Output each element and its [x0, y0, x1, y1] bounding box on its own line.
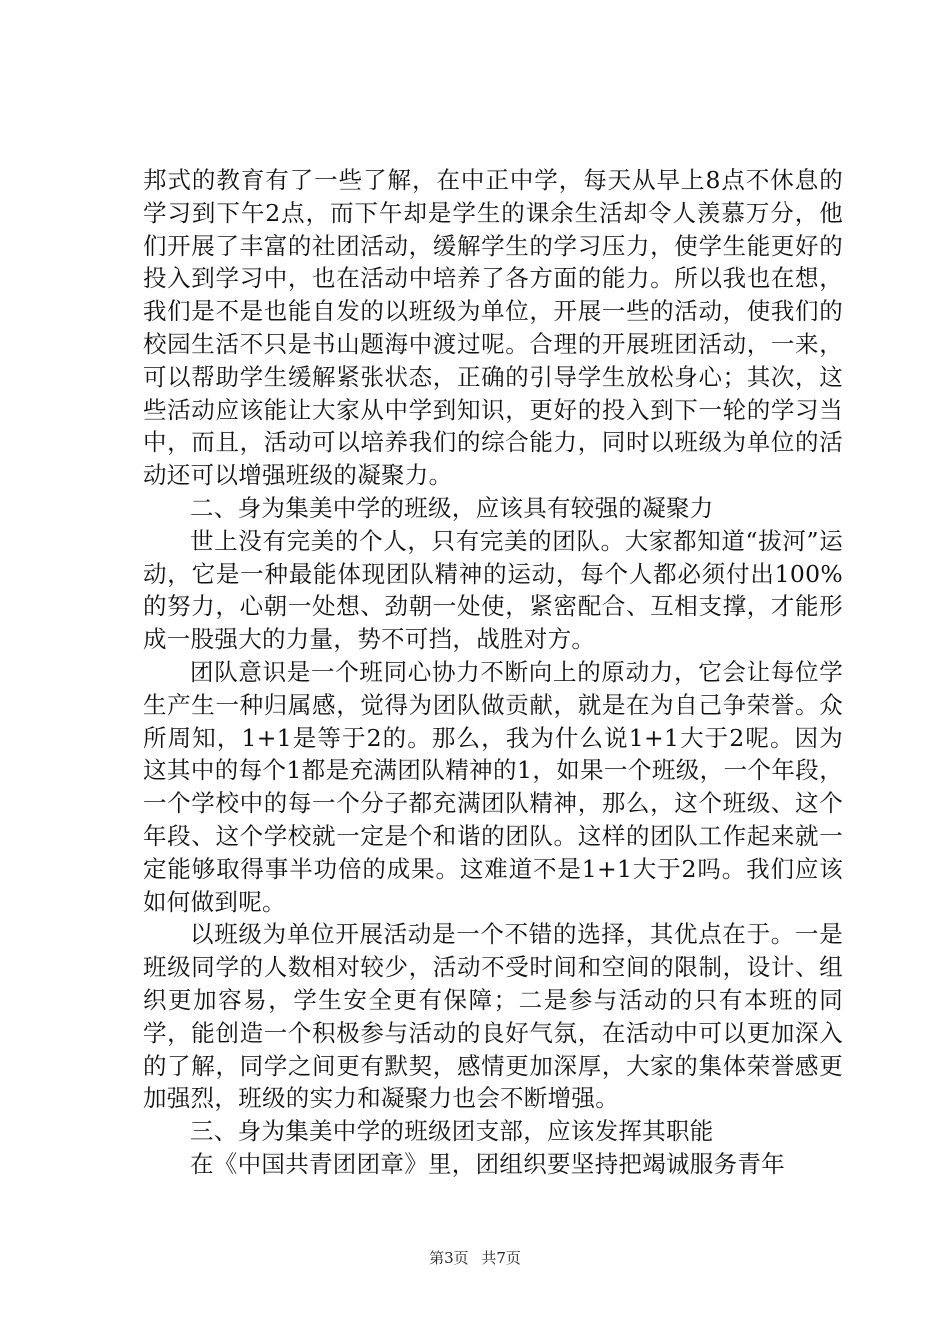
section-heading-2: 二、身为集美中学的班级，应该具有较强的凝聚力 [190, 493, 714, 522]
document-body [143, 164, 843, 1181]
page-number: 第3页 [429, 1249, 469, 1267]
page-total: 共7页 [481, 1249, 521, 1267]
paragraph-tug-of-war: 世上没有完美的个人，只有完美的团队。大家都知道“拔河”运动，它是一种最能体现团队精神的运动，每个人都必须付出100%的努力，心朝一处想、劲朝一处使，紧密配合、互相支撑，才能形成一股强大的力量，势不可挡，战胜对方。 [143, 526, 843, 654]
paragraph-league-charter: 在《中国共青团团章》里，团组织要坚持把竭诚服务青年 [190, 1149, 785, 1178]
paragraph-team-spirit: 团队意识是一个班同心协力不断向上的原动力，它会让每位学生产生一种归属感，觉得为团队做贡献，就是在为自己争荣誉。众所周知，1+1是等于2的。那么，我为什么说1+1大于2呢。因为这其中的每个1都是充满团队精神的1，如果一个班级，一个年段，一个学校中的每一个分子都充满团队精神，那么，这个班级、这个年段、这个学校就一定是个和谐的团队。这样的团队工作起来就一定能够取得事半功倍的成果。这难道不是1+1大于2吗。我们应该如何做到呢。 [143, 657, 843, 916]
page-footer [0, 1248, 950, 1268]
section-heading-3: 三、身为集美中学的班级团支部，应该发挥其职能 [190, 1117, 714, 1146]
paragraph-continuation: 邦式的教育有了一些了解，在中正中学，每天从早上8点不休息的学习到下午2点，而下午却是学生的课余生活却令人羡慕万分，他们开展了丰富的社团活动，缓解学生的学习压力，使学生能更好的投入到学习中，也在活动中培养了各方面的能力。所以我也在想，我们是不是也能自发的以班级为单位，开展一些的活动，使我们的校园生活不只是书山题海中渡过呢。合理的开展班团活动，一来，可以帮助学生缓解紧张状态，正确的引导学生放松身心；其次，这些活动应该能让大家从中学到知识，更好的投入到下一轮的学习当中，而且，活动可以培养我们的综合能力，同时以班级为单位的活动还可以增强班级的凝聚力。 [143, 166, 843, 490]
paragraph-class-activities: 以班级为单位开展活动是一个不错的选择，其优点在于。一是班级同学的人数相对较少，活动不受时间和空间的限制，设计、组织更加容易，学生安全更有保障；二是参与活动的只有本班的同学，能创造一个积极参与活动的良好气氛，在活动中可以更加深入的了解，同学之间更有默契，感情更加深厚，大家的集体荣誉感更加强烈，班级的实力和凝聚力也会不断增强。 [143, 920, 843, 1113]
